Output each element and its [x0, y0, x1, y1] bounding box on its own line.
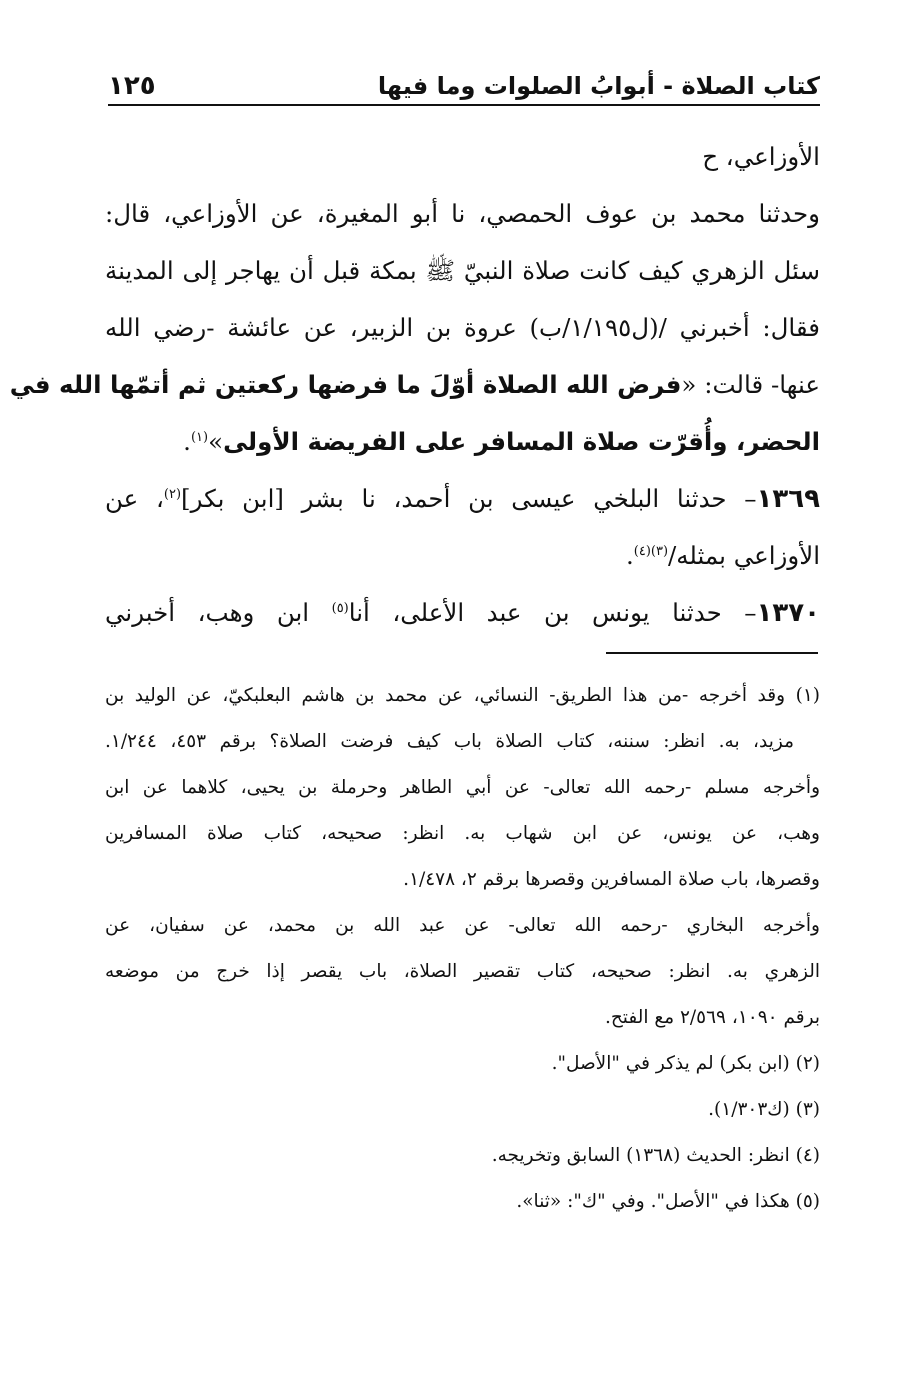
text-segment: الأوزاعي بمثله/ — [668, 541, 820, 570]
footnote-3: (٣) (ك١/٣٠٣). — [708, 1099, 820, 1120]
text-line — [105, 527, 820, 584]
footnote-ref: (٥) — [331, 600, 349, 616]
footnote-separator — [606, 652, 818, 654]
footnote-5: (٥) هكذا في "الأصل". وفي "ك": «ثنا». — [516, 1191, 820, 1212]
footnote-4: (٤) انظر: الحديث (١٣٦٨) السابق وتخريجه. — [491, 1145, 820, 1166]
footnote-2: (٢) (ابن بكر) لم يذكر في "الأصل". — [551, 1053, 820, 1074]
footnote-1-line: مزيد، به. انظر: سننه، كتاب الصلاة باب كيف فرضت الصلاة؟ برقم ٤٥٣، ١/٢٤٤. — [105, 731, 794, 752]
text-line: الأوزاعي، ح — [702, 142, 820, 171]
hadith-matn: الحضر، وأُقرّت صلاة المسافر على الفريضة الأولى — [223, 427, 820, 456]
hadith-matn: فرض الله الصلاة أوّلَ ما فرضها ركعتين ثم أتمّها الله في — [9, 370, 682, 399]
hadith-1370 — [105, 584, 820, 641]
hadith-number: ١٣٦٩ — [756, 484, 820, 514]
text-line — [105, 413, 820, 470]
hadith-number: ١٣٧٠ — [756, 598, 820, 628]
text-segment: . — [183, 427, 191, 456]
footnote-1-line: (١) وقد أخرجه -من هذا الطريق- النسائي، عن محمد بن هاشم البعلبكيّ، عن الوليد بن — [105, 685, 820, 706]
text-line: فقال: أخبرني /(ل١/١٩٥/ب) عروة بن الزبير، عن عائشة -رضي الله — [105, 313, 821, 342]
header-title: كتاب الصلاة - أبوابُ الصلوات وما فيها — [377, 72, 820, 100]
text-segment: . — [625, 541, 634, 570]
hadith-1369 — [105, 470, 820, 527]
footnote-1-line: وأخرجه مسلم -رحمه الله تعالى- عن أبي الطاهر وحرملة بن يحيى، كلاهما عن ابن — [105, 777, 820, 798]
text-line — [9, 356, 820, 413]
header-rule — [108, 104, 820, 106]
text-segment: » — [208, 427, 224, 456]
text-segment: عنها- قالت: « — [681, 370, 820, 399]
footnotes — [105, 673, 820, 1225]
footnote-1-line: وأخرجه البخاري -رحمه الله تعالى- عن عبد الله بن محمد، عن سفيان، عن — [105, 915, 820, 936]
footnote-1-line: الزهري به. انظر: صحيحه، كتاب تقصير الصلاة، باب يقصر إذا خرج من موضعه — [105, 961, 820, 982]
footnote-1-line: برقم ١٠٩٠، ٢/٥٦٩ مع الفتح. — [604, 1007, 820, 1028]
text-line: وحدثنا محمد بن عوف الحمصي، نا أبو المغيرة، عن الأوزاعي، قال: — [105, 199, 820, 228]
footnote-1-line: وقصرها، باب صلاة المسافرين وقصرها برقم ٢، ١/٤٧٨. — [403, 869, 820, 890]
footnote-1-line: وهب، عن يونس، عن ابن شهاب به. انظر: صحيحه، كتاب صلاة المسافرين — [105, 823, 820, 844]
text-segment: – حدثنا البلخي عيسى بن أحمد، نا بشر [ابن بكر] — [181, 484, 757, 513]
footnote-ref: (٣)(٤) — [633, 543, 669, 559]
running-header — [108, 68, 820, 108]
text-segment: ، عن — [105, 484, 164, 513]
text-line: سئل الزهري كيف كانت صلاة النبيّ ﷺ بمكة قبل أن يهاجر إلى المدينة — [105, 256, 820, 285]
text-segment: ابن وهب، أخبرني — [105, 598, 332, 627]
text-segment: – حدثنا يونس بن عبد الأعلى، أنا — [348, 598, 757, 627]
footnote-ref: (٢) — [163, 486, 182, 502]
main-text — [9, 128, 821, 641]
footnote-ref: (١) — [190, 429, 209, 445]
page-number: ١٢٥ — [108, 71, 156, 101]
